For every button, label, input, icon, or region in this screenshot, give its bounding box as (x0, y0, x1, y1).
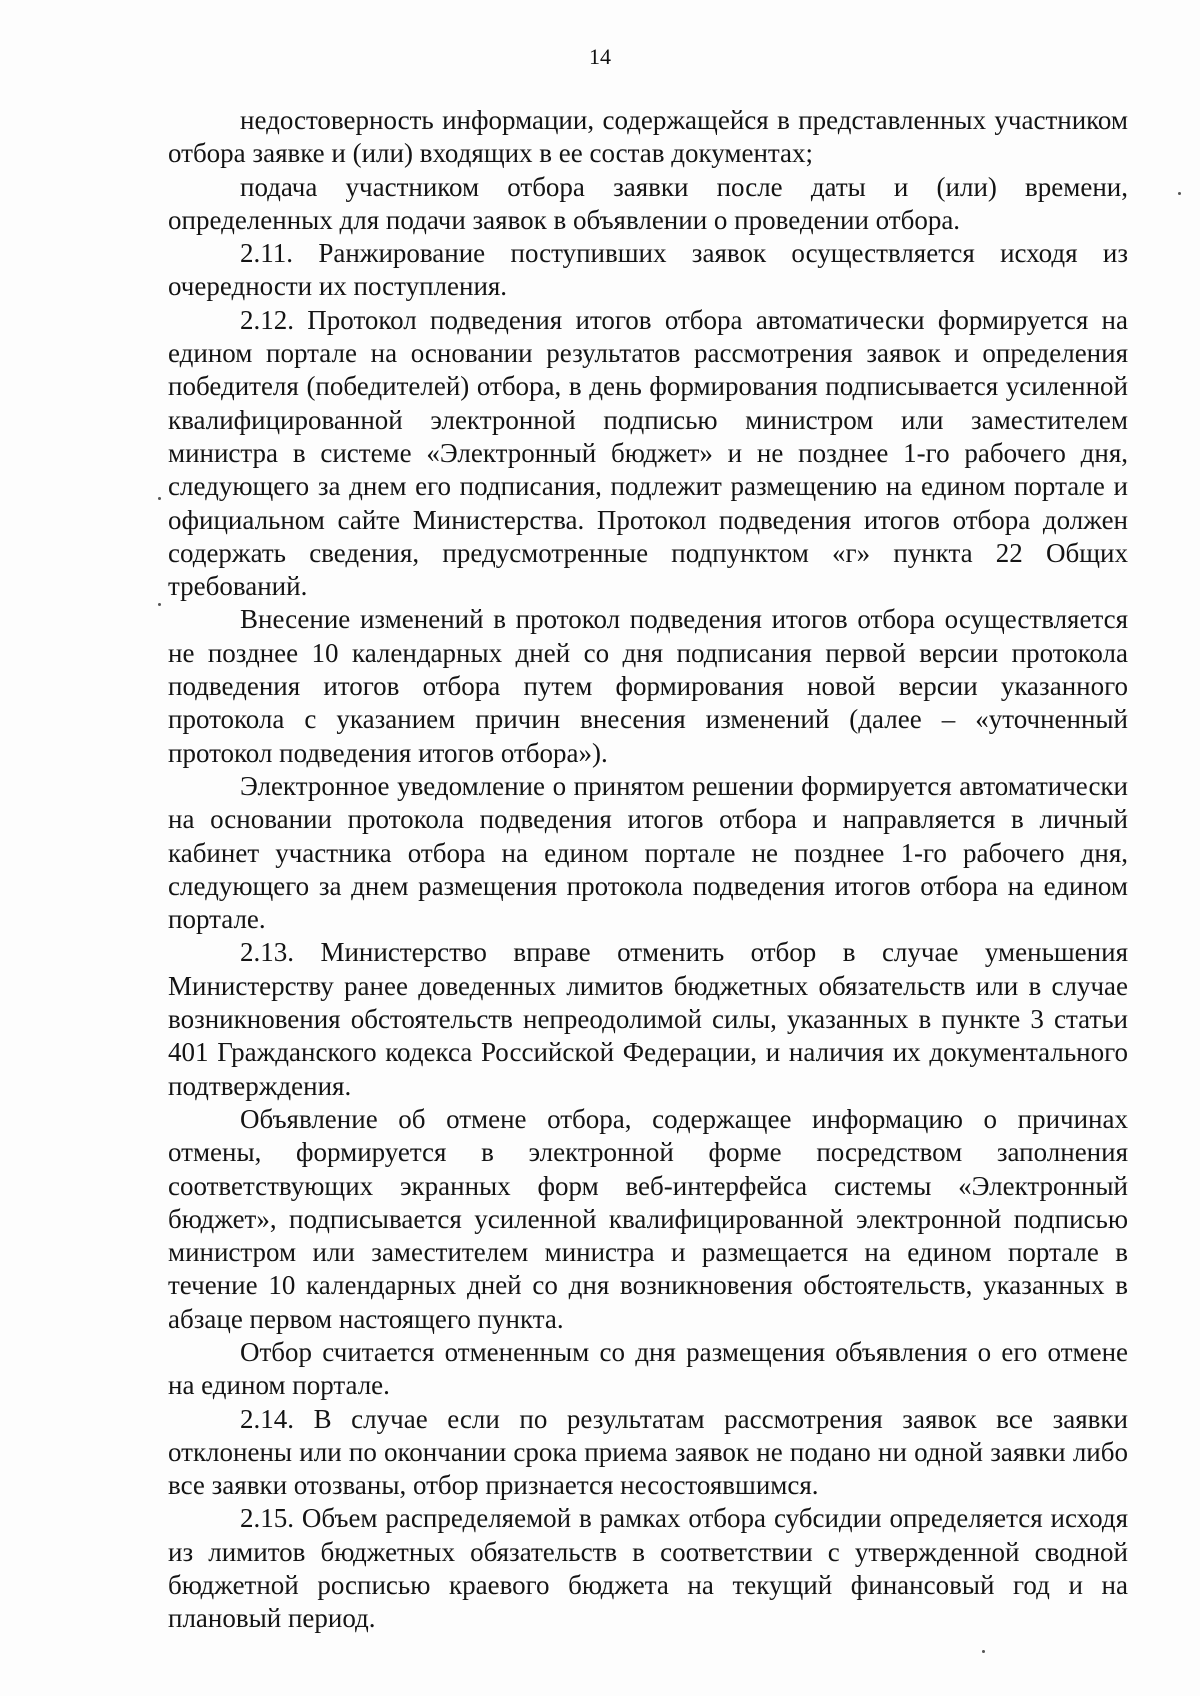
paragraph: 2.13. Министерство вправе отменить отбор в случае уменьшения Министерству ранее доведенных лимитов бюджетных обязательств или в случае возникновения обстоятельств непреодолимой силы, указанных в пункте 3 статьи 401 Гражданского кодекса Российской Федерации, и наличия их документального подтверждения. (168, 937, 1128, 1101)
scan-speck (158, 497, 161, 500)
paragraph: подача участником отбора заявки после даты и (или) времени, определенных для подачи заявок в объявлении о проведении отбора. (168, 171, 1128, 235)
document-body (168, 104, 1128, 1636)
paragraph: Электронное уведомление о принятом решении формируется автоматически на основании протокола подведения итогов отбора и направляется в личный кабинет участника отбора на едином портале не позднее 1-го рабочего дня, следующего за днем размещения протокола подведения итогов отбора на едином портале. (168, 770, 1128, 935)
paragraph: 2.14. В случае если по результатам рассмотрения заявок все заявки отклонены или по окончании срока приема заявок не подано ни одной заявки либо все заявки отозваны, отбор признается несостоявшимся. (168, 1403, 1128, 1501)
paragraph: 2.12. Протокол подведения итогов отбора автоматически формируется на едином портале на основании результатов рассмотрения заявок и определения победителя (победителей) отбора, в день формирования подписывается усиленной квалифицированной электронной подписью министром или заместителем министра в системе «Электронный бюджет» и не позднее 1-го рабочего дня, следующего за днем его подписания, подлежит размещению на едином портале и официальном сайте Министерства. Протокол подведения итогов отбора должен содержать сведения, предусмотренные подпунктом «г» пункта 22 Общих требований. (168, 304, 1128, 602)
paragraph: Отбор считается отмененным со дня размещения объявления о его отмене на едином портале. (168, 1336, 1128, 1401)
paragraph: недостоверность информации, содержащейся в представленных участником отбора заявке и (или) входящих в ее состав документах; (168, 105, 1128, 169)
paragraph: 2.11. Ранжирование поступивших заявок осуществляется исходя из очередности их поступления. (168, 238, 1128, 302)
page-number: 14 (589, 44, 611, 69)
paragraph: 2.15. Объем распределяемой в рамках отбора субсидии определяется исходя из лимитов бюджетных обязательств в соответствии с утвержденной сводной бюджетной росписью краевого бюджета на текущий финансовый год и на плановый период. (168, 1503, 1128, 1634)
paragraph: Внесение изменений в протокол подведения итогов отбора осуществляется не позднее 10 календарных дней со дня подписания первой версии протокола подведения итогов отбора путем формирования новой версии указанного протокола с указанием причин внесения изменений (далее – «уточненный протокол подведения итогов отбора»). (168, 604, 1128, 768)
scan-speck (1178, 192, 1181, 195)
paragraph: Объявление об отмене отбора, содержащее информацию о причинах отмены, формируется в электронной форме посредством заполнения соответствующих экранных форм веб-интерфейса системы «Электронный бюджет», подписывается усиленной квалифицированной электронной подписью министром или заместителем министра и размещается на едином портале в течение 10 календарных дней со дня возникновения обстоятельств, указанных в абзаце первом настоящего пункта. (168, 1103, 1128, 1334)
scan-speck (982, 1650, 985, 1653)
scan-speck (158, 603, 161, 606)
